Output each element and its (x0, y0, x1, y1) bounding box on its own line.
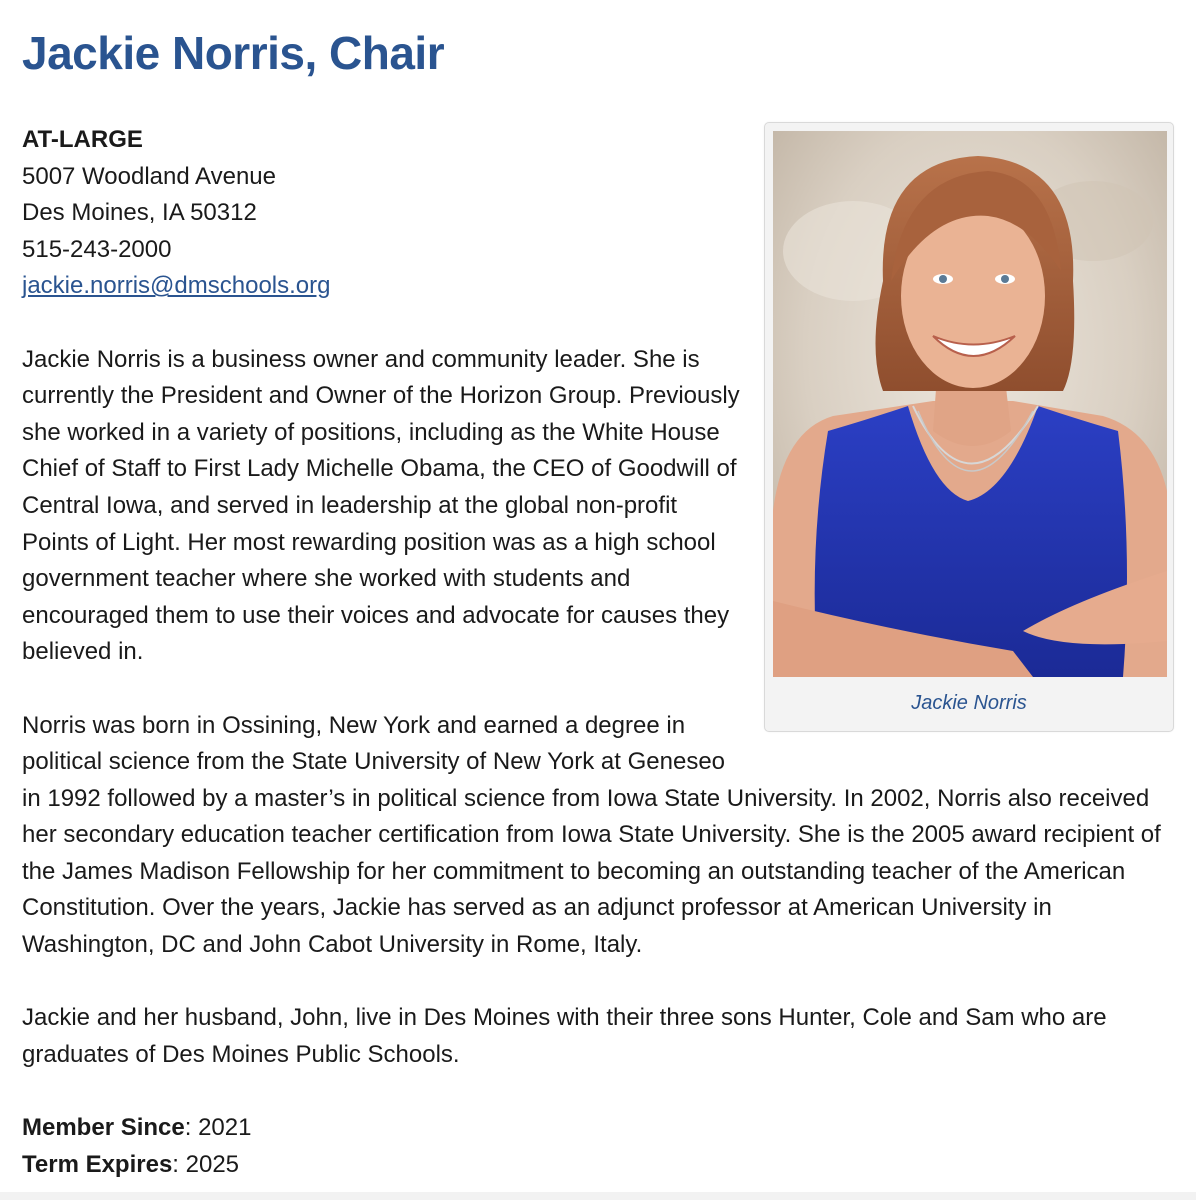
member-since-row (22, 1110, 1162, 1147)
bio-paragraph: Norris was born in Ossining, New York and earned a degree in political science from the State University of New York at Geneseo in 1992 followed by a master’s in political science from Iowa State University. In 2002, Norris also received her secondary education teacher certification from Iowa State University. She is the 2005 award recipient of the James Madison Fellowship for her commitment to becoming an outstanding teacher of the American Constitution. Over the years, Jackie has served as an adjunct professor at American University in Washington, DC and John Cabot University in Rome, Italy. (22, 711, 1161, 959)
page-title: Jackie Norris, Chair (22, 27, 445, 79)
bottom-divider (0, 1192, 1196, 1200)
city-state-zip: Des Moines, IA 50312 (22, 199, 257, 227)
email-link[interactable]: jackie.norris@dmschools.org (22, 272, 331, 300)
membership-info (22, 1110, 1162, 1183)
term-expires-label: Term Expires (22, 1150, 173, 1178)
phone-number: 515-243-2000 (22, 235, 172, 263)
street-address: 5007 Woodland Avenue (22, 162, 277, 190)
district-label: AT-LARGE (22, 126, 143, 153)
member-content (22, 122, 1162, 1183)
member-since-label: Member Since (22, 1114, 185, 1142)
member-portrait (773, 131, 1167, 677)
term-expires-row (22, 1147, 1162, 1184)
term-expires-value: : 2025 (172, 1150, 240, 1178)
photo-caption: Jackie Norris (911, 692, 1027, 714)
bio-paragraph: Jackie Norris is a business owner and community leader. She is currently the President and Owner of the Horizon Group. Previously she worked in a variety of positions, including as the White House Chief of Staff to First Lady Michelle Obama, the CEO of Goodwill of Central Iowa, and served in leadership at the global non-profit Points of Light. Her most rewarding position was as a high school government teacher where she worked with students and encouraged them to use their voices and advocate for causes they believed in. (22, 345, 740, 666)
photo-frame (764, 122, 1174, 732)
bio-paragraph: Jackie and her husband, John, live in Des Moines with their three sons Hunter, Cole and Sam who are graduates of Des Moines Public Schools. (22, 1004, 1107, 1068)
member-since-value: : 2021 (184, 1114, 252, 1142)
